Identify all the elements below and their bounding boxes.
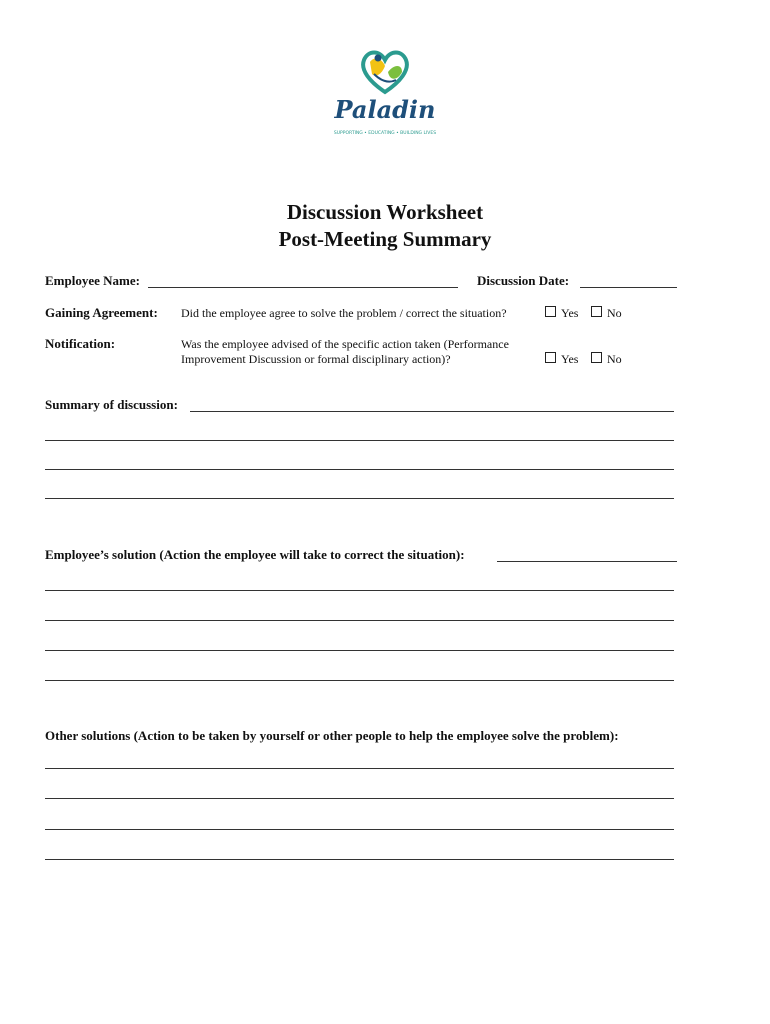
other-solutions-line[interactable]	[45, 798, 674, 799]
notification-question-line2: Improvement Discussion or formal disciplinary action)?	[181, 352, 451, 366]
notification-question-line1: Was the employee advised of the specific action taken (Performance	[181, 337, 509, 351]
page-title: Discussion Worksheet	[286, 200, 484, 224]
agreement-yes-label: Yes	[561, 306, 579, 320]
paladin-logo	[330, 44, 440, 144]
other-solutions-line[interactable]	[45, 829, 674, 830]
notification-label: Notification:	[45, 336, 116, 351]
employee-solution-label: Employee’s solution (Action the employee will take to correct the situation):	[45, 547, 465, 562]
notification-yes-checkbox[interactable]	[545, 352, 556, 363]
notification-no-checkbox[interactable]	[591, 352, 602, 363]
summary-line[interactable]	[45, 440, 674, 441]
employee-solution-line[interactable]	[45, 680, 674, 681]
summary-label: Summary of discussion:	[45, 397, 178, 412]
employee-solution-line[interactable]	[45, 650, 674, 651]
employee-solution-line[interactable]	[45, 620, 674, 621]
notification-no-label: No	[607, 352, 622, 366]
agreement-no-checkbox[interactable]	[591, 306, 602, 317]
page-subtitle: Post-Meeting Summary	[278, 227, 492, 251]
summary-line[interactable]	[45, 469, 674, 470]
employee-name-field[interactable]	[148, 287, 458, 288]
notification-yes-label: Yes	[561, 352, 579, 366]
employee-solution-line[interactable]	[497, 561, 677, 562]
summary-line[interactable]	[45, 498, 674, 499]
other-solutions-line[interactable]	[45, 768, 674, 769]
summary-line[interactable]	[190, 411, 674, 412]
other-solutions-line[interactable]	[45, 859, 674, 860]
other-solutions-label: Other solutions (Action to be taken by yourself or other people to help the employee solve the problem):	[45, 728, 619, 743]
gaining-agreement-question: Did the employee agree to solve the problem / correct the situation?	[181, 306, 507, 320]
agreement-yes-checkbox[interactable]	[545, 306, 556, 317]
gaining-agreement-label: Gaining Agreement:	[45, 305, 158, 320]
logo-tagline: SUPPORTING • EDUCATING • BUILDING LIVES	[333, 131, 437, 136]
logo-wordmark: Paladin	[334, 95, 436, 124]
employee-solution-line[interactable]	[45, 590, 674, 591]
agreement-no-label: No	[607, 306, 622, 320]
discussion-date-field[interactable]	[580, 287, 677, 288]
employee-name-label: Employee Name:	[45, 273, 140, 288]
discussion-date-label: Discussion Date:	[477, 273, 570, 288]
